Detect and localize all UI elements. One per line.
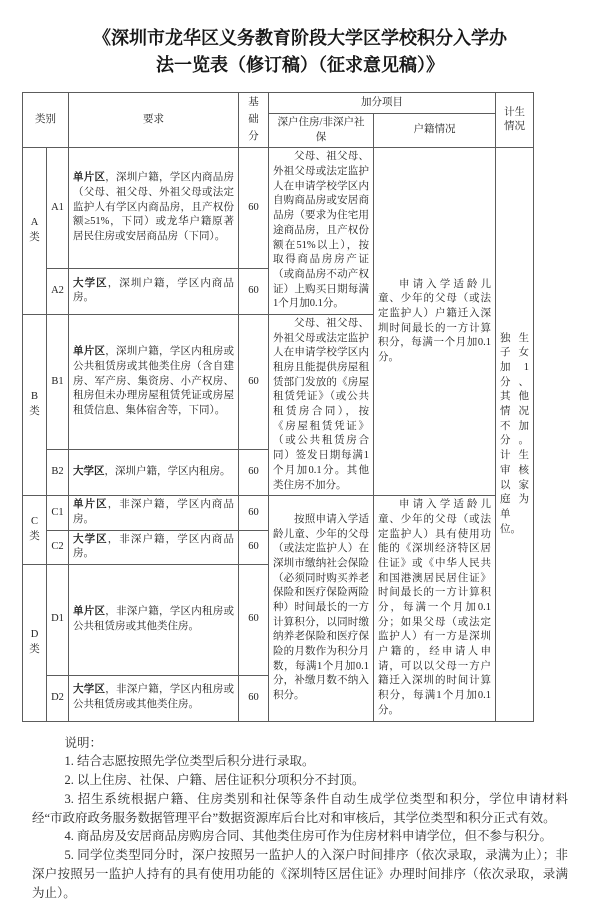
row-code-b1: B1 [47,314,69,449]
note-item-2: 2. 以上住房、社保、户籍、居住证积分项积分不封顶。 [64,773,365,788]
requirement-a1 [69,148,239,269]
bonus-social-cd: 按照申请入学适龄儿童、少年的父母（或法定监护人）在深圳市缴纳社会保险（必须同时购买养老保险和医疗保险两险种）时间最长的一方计算积分，以同时缴纳养老保险和医疗保险的月数作为积分月数，每满1个月加0.1分，补缴月数不纳入积分。 [269,496,374,721]
row-code-d1: D1 [47,564,69,675]
note-item-3: 3. 招生系统根据户籍、住房类别和社保等条件自动生成学位类型和积分，学位申请材料经“市政府政务服务数据管理平台”数据资源库后台比对和审核后，其学位类型和积分正式有效。 [32,791,568,825]
requirement-b2-lead: 大学区 [73,466,105,478]
bonus-housing-a: 父母、祖父母、外祖父母或法定监护人在申请学校学区内自购商品房或安居商品房（要求为住宅用途商品房，且产权份额在51%以上），按取得商品房房产证（或商品房不动产权证）上购买日期每满1个月加0.1分。 [269,148,374,315]
page-title [30,25,570,79]
page-title-line1: 《深圳市龙华区义务教育阶段大学区学校积分入学办 [93,28,507,48]
base-score-d2: 60 [239,675,269,721]
table-row [23,148,534,269]
row-code-a1: A1 [47,148,69,269]
header-family-planning: 计生情况 [496,93,534,148]
notes-label: 说明： [64,735,103,750]
header-bonus-group: 加分项目 [269,93,496,114]
requirement-c2-lead: 大学区 [73,533,108,545]
table-row [23,496,534,530]
base-score-d1: 60 [239,564,269,675]
row-code-c1: C1 [47,496,69,530]
requirement-c1 [69,496,239,530]
base-score-a1: 60 [239,148,269,269]
category-group-a: A类 [23,148,47,315]
row-code-d2: D2 [47,675,69,721]
requirement-a1-rest: ，深圳户籍，学区内商品房（父母、祖父母、外祖父母或法定监护人有学区内商品房，且产权份额≥51%，下同）或龙华户籍原著居民住房或安居商品房（下同）。 [73,172,234,243]
base-score-c1: 60 [239,496,269,530]
note-item-5: 5. 同学位类型同分时，深户按照另一监护人的入深户时间排序（依次录取，录满为止）；非深户按照另一监护人持有的具有使用功能的《深圳特区居住证》办理时间排序（依次录取，录满为止）。 [32,848,568,900]
requirement-a2-rest: ，深圳户籍，学区内商品房。 [73,277,235,304]
category-group-b: B类 [23,314,47,495]
requirement-d2-lead: 大学区 [73,684,106,696]
base-score-a2: 60 [239,268,269,314]
bonus-household-ab: 申请入学适龄儿童、少年的父母（或法定监护人）户籍迁入深圳时间最长的一方计算积分，每满一个月加0.1分。 [374,148,496,496]
header-requirement: 要求 [69,93,239,148]
requirement-b1-lead: 单片区 [73,346,106,358]
category-group-c: C类 [23,496,47,565]
requirement-a1-lead: 单片区 [73,172,106,184]
requirement-d1-lead: 单片区 [73,606,106,618]
requirement-a2 [69,268,239,314]
requirement-c2 [69,530,239,564]
requirement-b2 [69,450,239,496]
base-score-b1: 60 [239,314,269,449]
requirement-c1-lead: 单片区 [73,499,108,511]
requirement-b1-rest: ，深圳户籍，学区内租房或公共租赁房或其他类住房（含自建房、军产房、集资房、小产权房、租房但未办理房屋租赁凭证或房屋租赁信息、集体宿舍等，下同）。 [73,346,234,417]
row-code-a2: A2 [47,268,69,314]
bonus-family-planning: 独生子女加1分、其他情况不加分。计生审核以家庭为单位。 [496,148,534,721]
requirement-c1-rest: ，非深户籍，学区内商品房。 [73,499,235,525]
page-title-line2: 法一览表（修订稿）（征求意见稿）》 [156,55,444,75]
bonus-housing-b: 父母、祖父母、外祖父母或法定监护人在申请学校学区内租房且能提供房屋租赁部门发放的《房屋租赁凭证》（或公共租赁房合同），按《房屋租赁凭证》（或公共租赁房合同）签发日期每满1个月加0.1分。其他类住房不加分。 [269,314,374,495]
requirement-b1 [69,314,239,449]
header-housing-social: 深户住房/非深户社保 [269,114,374,148]
header-category: 类别 [23,93,69,148]
header-household: 户籍情况 [374,114,496,148]
requirement-d2-rest: ，非深户籍，学区内租房或公共租赁房或其他类住房。 [73,684,234,711]
row-code-c2: C2 [47,530,69,564]
requirement-d2 [69,675,239,721]
bonus-household-cd: 申请入学适龄儿童、少年的父母（或法定监护人）具有使用功能的《深圳经济特区居住证》或《中华人民共和国港澳居民居住证》时间最长的一方计算积分，每满一个月加0.1分；如果父母（或法定监护人）有一方是深圳户籍的，经申请人申请，可以以父母一方户籍迁入深圳的时间计算积分，每满1个月加0.1分。 [374,496,496,721]
notes-section [32,734,568,902]
base-score-b2: 60 [239,450,269,496]
note-item-4: 4. 商品房及安居商品房购房合同、其他类住房可作为住房材料申请学位，但不参与积分。 [64,829,553,844]
points-table [22,92,534,722]
base-score-c2: 60 [239,530,269,564]
header-base-score: 基础分 [239,93,269,148]
requirement-d1-rest: ，非深户籍，学区内租房或公共租赁房或其他类住房。 [73,606,234,632]
requirement-c2-rest: ，非深户籍，学区内商品房。 [73,533,235,560]
category-group-d: D类 [23,564,47,721]
row-code-b2: B2 [47,450,69,496]
requirement-d1 [69,564,239,675]
requirement-b2-rest: ，深圳户籍，学区内租房。 [104,466,231,478]
requirement-a2-lead: 大学区 [73,277,108,289]
note-item-1: 1. 结合志愿按照先学位类型后积分进行录取。 [64,754,315,769]
